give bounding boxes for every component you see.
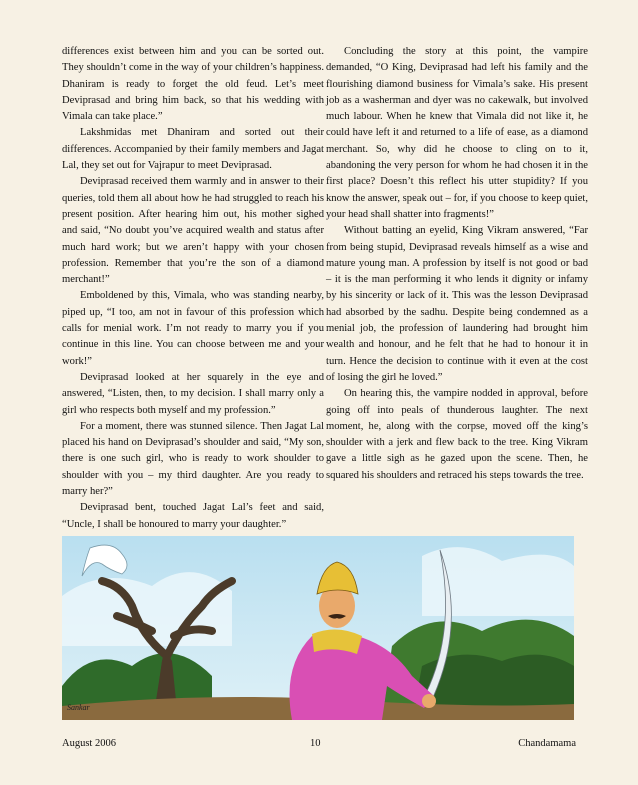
paragraph: Emboldened by this, Vimala, who was standing nearby, piped up, “I too, am not in favour of this profession which calls for menial work. I’m not ready to marry you if you continue in this line. You can choose between me and your work!” <box>62 290 324 367</box>
paragraph: Deviprasad bent, touched Jagat Lal’s feet and said, “Uncle, I shall be honoured to marry your daughter.” <box>62 502 324 530</box>
paragraph: On hearing this, the vampire nodded in approval, before going off into peals of thunderous laughter. The next moment, he, along with the corpse, moved off the king’s shoulder with a jerk and flew back to the tree. King Vikram gave a little sigh as he gazed upon the scene. Then, he squared his shoulders and retraced his steps towards the tree. <box>326 388 588 481</box>
paragraph: Without batting an eyelid, King Vikram answered, “Far from being stupid, Deviprasad reveals himself as a wise and mature young man. A profession by itself is not good or bad – it is the man performing it who lends it dignity or infamy by his sincerity or lack of it. This was the lesson Deviprasad had absorbed by the sadhu. Despite being condemned as a menial job, the profession of laundering had brought him wealth and honour, and he felt that he had to honour it in turn. Hence the decision to continue with it even at the cost of losing the girl he loved.” <box>326 225 588 383</box>
illustration-king-vikram <box>62 536 574 720</box>
magazine-name: Chandamama <box>518 738 576 749</box>
issue-date: August 2006 <box>62 738 116 749</box>
king-hand <box>422 694 436 708</box>
paragraph: Deviprasad looked at her squarely in the eye and answered, “Listen, then, to my decision. I shall marry only a girl who respects both myself and my profession.” <box>62 371 324 416</box>
paragraph: differences exist between him and you can be sorted out. They shouldn’t come in the way of your children’s happiness. Dhaniram is ready to forget the old feud. Let’s meet Deviprasad and bring him back, so that his wedding with Vimala can take place.” <box>62 46 324 123</box>
paragraph: For a moment, there was stunned silence. Then Jagat Lal placed his hand on Deviprasad’s shoulder and said, “My son, there is one such girl, who is ready to work shoulder to shoulder with you – my third daughter. Are you ready to marry her?” <box>62 420 324 498</box>
page-number: 10 <box>310 738 321 749</box>
paragraph: Lakshmidas met Dhaniram and sorted out their differences. Accompanied by their family members and Jagat Lal, they set out for Vajrapur to meet Deviprasad. <box>62 127 324 172</box>
paragraph: Concluding the story at this point, the vampire demanded, “O King, Deviprasad had left his family and the flourishing diamond business for Vimala’s sake. His present job as a washerman and dyer was no cakewalk, but involved much labour. When he knew that Vimala did not like it, he could have left it and returned to a life of ease, as a diamond merchant. So, why did he choose to cling on to it, abandoning the very person for whom he had chosen it in the first place? Doesn’t this reflect his utter stupidity? If you know the answer, speak out – for, if you choose to keep quiet, your head shall shatter into fragments!” <box>326 46 588 220</box>
artist-signature: Sankar <box>67 703 90 712</box>
right-text-column <box>326 44 588 484</box>
left-text-column <box>62 44 324 533</box>
paragraph: Deviprasad received them warmly and in answer to their queries, told them all about how he had struggled to reach his present position. After hearing him out, his mother sighed and said, “No doubt you’ve acquired wealth and status after much hard work; but we aren’t happy with your chosen profession. Remember that you’re the son of a diamond merchant!” <box>62 176 324 286</box>
